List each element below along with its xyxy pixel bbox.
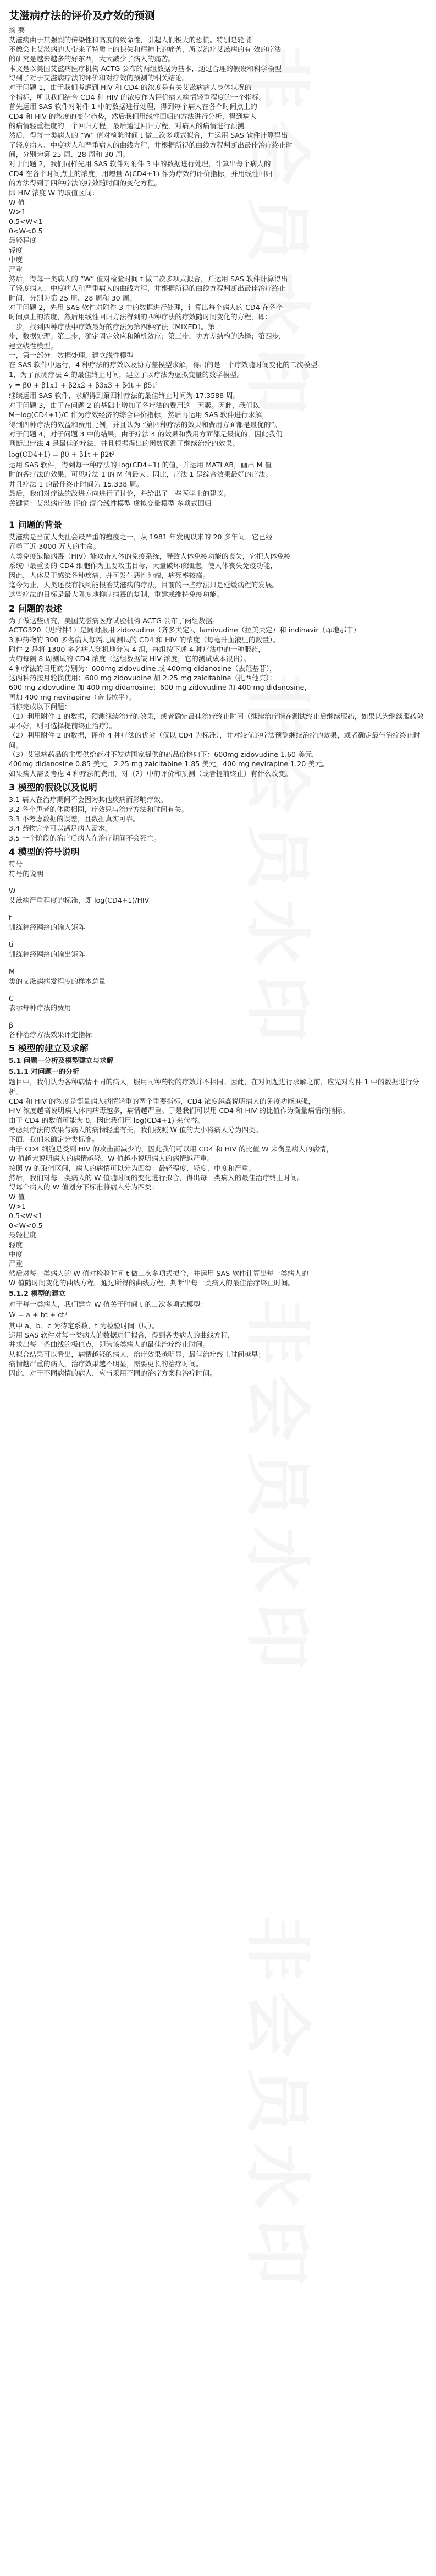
paragraph: 600 mg zidovudine 加 400 mg didanosine；600 mg zidovudine 加 400 mg didanosine，	[9, 683, 311, 692]
paragraph: 然后对每一类病人的 W 值对检验时间 t 做二次多项式拟合，并运用 SAS 软件计算出每一类病人的	[9, 1269, 308, 1278]
stage-item: 在 SAS 软件中运行，4 种疗法的疗效以及协方差模型求解，得出的是一个疗效随时间变化的二次模型。	[9, 361, 324, 369]
section-heading: 2 问题的表述	[9, 603, 62, 614]
abstract-heading: 摘 要	[9, 26, 25, 35]
paragraph: 下面，我们来确定分类标准。	[9, 1135, 99, 1144]
assumption-item: 3.1 病人在治疗期间不会因为其他疾病而影响疗效。	[9, 795, 168, 804]
paragraph: 按照 W 的取值区间，病人的病情可以分为四类：最轻程度、轻度、中度和严重。	[9, 1164, 256, 1172]
paragraph: 病情越严重的病人，治疗效果越不明显，需要更长的治疗时间。	[9, 1360, 203, 1368]
paragraph: 迄今为止，人类还没有找到能根治艾滋病的疗法，目前的一些疗法只是延缓病程的发展。	[9, 580, 279, 589]
paragraph: 并且疗法 1 的最佳终止时间为 15.338 周。	[9, 479, 144, 488]
paragraph: 因此，人体易于感染各种疾病，并可发生恶性肿瘤，病死率较高。	[9, 571, 210, 580]
paragraph: 艾滋病是当前人类社会最严重的瘟疫之一，从 1981 年发现以来的 20 多年间，它已经	[9, 533, 273, 542]
paragraph: 由于 CD4 细胞是受到 HIV 的攻击而减少的，因此我们可以用 CD4 和 HIV 的比值 W 来衡量病人的病情，	[9, 1144, 333, 1153]
assumption-item: 3.2 各个患者的体质相同，疗效只与治疗方法和时间有关。	[9, 805, 189, 814]
paragraph: 个指标，所以我们结合 CD4 和 HIV 的浓度作为评价病人病情轻重程度的一个指标。	[9, 92, 266, 101]
grade-item: W>1	[9, 1202, 26, 1211]
grade-item: 轻度	[9, 1240, 23, 1249]
grade-item: 0.5<W<1	[9, 217, 43, 226]
paragraph: 这些疗法的目标是最大限度地抑制病毒的复制，重建或维持免疫功能。	[9, 590, 224, 599]
paragraph: 运用 SAS 软件对每一类病人的数据进行拟合，得到各类病人的曲线方程，	[9, 1330, 235, 1339]
grade-item: 最轻程度	[9, 236, 37, 245]
paragraph: 因此，对于不同病情的病人，应当采用不同的治疗方案和治疗时间。	[9, 1369, 217, 1378]
paragraph: 的研究是越来越多的好东西，大大减少了病人的痛苦。	[9, 54, 175, 63]
paragraph: 的方法得到了四种疗法的疗效随时间的变化方程。	[9, 179, 162, 188]
paragraph: 建立线性模型。	[9, 341, 58, 350]
symbol-row: C	[9, 994, 14, 1002]
watermark: 非会员水印	[239, 672, 315, 1051]
paragraph: 对于问题 4，对于问题 3 中的结果，由于疗法 4 的效果和费用方面都是最优的，因此我们	[9, 429, 283, 438]
paragraph: 由于 CD4 的数值可能为 0，因此我们用 log(CD4+1) 来代替。	[9, 1116, 205, 1125]
paragraph: 得到四种疗法的效益和费用比例，并且认为 “第四种疗法的效果和费用方面都是最优的”。	[9, 420, 282, 429]
keywords: 关键词：艾滋病疗法 评价 混合线性模型 虚拟变量模型 多项式回归	[9, 499, 212, 507]
section-heading: 1 问题的背景	[9, 519, 62, 530]
paragraph: （2）利用附件 2 的数据，评价 4 种疗法的优劣（仅以 CD4 为标准），并对较优的疗法预测继续治疗的效果，或者确定最佳治疗终止时间。	[9, 731, 421, 749]
spacer	[9, 878, 427, 886]
paragraph: 判断出疗法 4 是最佳的疗法，并且根据得出的函数预测了继续治疗的效果。	[9, 439, 240, 448]
paragraph: CD4 和 HIV 的浓度是衡量病人病情轻重的两个重要指标，CD4 浓度越高说明病人的免疫功能越强，	[9, 1096, 315, 1105]
grade-item: 最轻程度	[9, 1231, 37, 1240]
document-title: 艾滋病疗法的评价及疗效的预测	[9, 10, 156, 22]
spacer	[9, 905, 427, 913]
formula-1: y = β0 + β1x1 + β2x2 + β3x3 + β4t + β5t²	[9, 381, 158, 390]
paragraph: 一步，找到四种疗法中疗效最好的疗法为第四种疗法（MIXED）。第一	[9, 322, 222, 331]
paragraph: 然后，得每一类病人的 “W” 值对检验时间 t 做二次多项式拟合，并运用 SAS 软件计算得出	[9, 131, 288, 140]
subsection-heading: 5.1 问题一分析及模型建立与求解	[9, 1056, 114, 1065]
spacer	[9, 986, 427, 994]
section-heading: 5 模型的建立及求解	[9, 1043, 89, 1054]
paragraph: 间，分别为第 25 周、28 周和 30 周。	[9, 150, 130, 159]
abstract-block-4	[9, 460, 427, 508]
paragraph: 步，数据处理；第二步，确定固定效应和随机效应；第三步，协方差结构的选择；第四步，	[9, 332, 286, 341]
symbol-row: 表示每种疗法的费用	[9, 1003, 71, 1012]
watermark: 非会员水印	[239, 1915, 315, 2295]
paragraph: 时的各疗法的效果，可见疗法 1 的 M 值最大。因此，疗法 1 是综合效果最好的疗法。	[9, 470, 273, 479]
paragraph: 然后，我们对每一类病人的 W 值随时间的变化进行拟合，得出每一类病人的最佳治疗终止时间。	[9, 1173, 304, 1182]
paragraph: 对于每一类病人，我们建立 W 值关于时间 t 的二次多项式模型：	[9, 1300, 207, 1308]
assumption-item: 3.5 一个阶段的治疗后病人在治疗期间不会死亡。	[9, 833, 161, 842]
symbol-row: 类的艾滋病病发程度的样本总量	[9, 976, 106, 985]
paragraph: 这两种药按月轮换使用；600 mg zidovudine 加 2.25 mg zalcitabine（扎西他宾）；	[9, 674, 277, 682]
paragraph: 其中 a、b、c 为待定系数，t 为检验时间（周）。	[9, 1321, 159, 1330]
paragraph: 附件 2 是将 1300 多名病人随机地分为 4 组，每组按下述 4 种疗法中的一种服药，	[9, 645, 265, 653]
paragraph: 对于问题 2，我们同样先用 SAS 软件对附件 3 中的数据进行处理，计算出每个病人的	[9, 160, 271, 168]
symbol-row: t	[9, 913, 12, 922]
grade-item: 中度	[9, 1249, 23, 1258]
paragraph: 首先运用 SAS 软件对附件 1 中的数据进行处理，得到每个病人在各个时间点上的	[9, 102, 257, 111]
paragraph: 然后，得每一类病人的 “W” 值对检验时间 t 做二次多项式拟合，并运用 SAS 软件计算得出	[9, 274, 288, 283]
section-assumptions	[9, 782, 427, 843]
paragraph: CD4 在各个时间点上的浓度，用增量 ∆(CD4+1) 作为疗效的评价指标，并用线性回归	[9, 169, 273, 178]
symbol-row: W	[9, 886, 16, 895]
section-heading: 3 模型的假设以及说明	[9, 782, 97, 793]
paragraph: 为了做这些研究，美国艾滋病医疗试验机构 ACTG 公布了两组数据。	[9, 616, 219, 625]
paragraph: 并求出每一条曲线的极值点，即为该类病人的最佳治疗终止时间。	[9, 1340, 210, 1349]
paragraph: M=log(CD4+1)/C 作为疗效经济的综合评价指标，然后再运用 SAS 软件进行求解，	[9, 411, 269, 419]
paragraph: 对于问题 2，先用 SAS 软件对附件 3 中的数据进行处理，计算出每个病人的 CD4 在各个	[9, 303, 283, 312]
paragraph: 人类免疫缺陷病毒（HIV）能攻击人体的免疫系统，导致人体免疫功能的丧失，它把人体免疫	[9, 552, 291, 560]
spacer	[9, 932, 427, 940]
abstract-block-2	[9, 274, 427, 351]
section-model	[9, 1043, 427, 1182]
paragraph: 了轻度病人、中度病人和严重病人的曲线方程，并根据所得的曲线方程判断出最佳治疗终止	[9, 284, 286, 293]
paragraph: 的病情轻重程度的一个回归方程，最后通过回归方程，对病人的病情进行预测。	[9, 121, 251, 130]
paragraph: 对于问题 3，由于在问题 2 的基础上增加了各疗法的费用这一因素。因此，我们以	[9, 401, 260, 410]
grade-intro: 得每个病人的 W 值划分下标准将病人分为四类：	[9, 1183, 159, 1192]
symbol-row: 各种治疗方法效果评定指标	[9, 1030, 92, 1039]
grade-list-2	[9, 1182, 427, 1268]
stage-item: 一，第一部分：数据处理，建立线性模型	[9, 351, 134, 359]
grade-item: 严重	[9, 265, 23, 274]
paragraph: 不像会上艾滋病的人带来了特质上的惊失和精神上的痛苦，所以治疗艾滋病的有 效的疗法	[9, 45, 282, 53]
paragraph: HIV 浓度越高说明病人体内病毒越多，病情越严重。于是我们可以用 CD4 和 HIV 的比值作为衡量病情的指标。	[9, 1106, 350, 1115]
stage-list	[9, 351, 427, 379]
paragraph: 吞噬了近 3000 万人的生命。	[9, 542, 100, 551]
symbol-row: 训练神经网络的输出矩阵	[9, 949, 85, 958]
symbol-row: 艾滋病严重程度的标准，即 log(CD4+1)/HIV	[9, 896, 150, 905]
symbol-row: 符号	[9, 860, 23, 869]
watermark: 非会员水印	[239, 1299, 315, 1679]
section-heading: 4 模型的符号说明	[9, 847, 80, 858]
paragraph: 从拟合结果可以看出，病情越轻的病人，治疗效果越明显，最佳治疗终止时间越早；	[9, 1350, 265, 1358]
spacer	[9, 959, 427, 967]
paragraph: 请你完成以下问题：	[9, 702, 71, 711]
symbol-row: M	[9, 967, 15, 976]
subsection-heading: 5.1.2 模型的建立	[9, 1289, 66, 1298]
paragraph: 时间点上的浓度，然后用线性回归方法得到的四种疗法的疗效随时间变化的方程，即：	[9, 313, 272, 321]
formula-3: W = a + bt + ct²	[9, 1311, 68, 1319]
paragraph: 对于问题 1，由于我们考虑到 HIV 和 CD4 的浓度是有关艾滋病病人身体状况的	[9, 83, 252, 92]
paragraph: CD4 和 HIV 的浓度的变化趋势，然后我们用线性回归的方法进行分析，得到病人	[9, 112, 257, 121]
grade-item: 中度	[9, 255, 23, 264]
abstract-block-3	[9, 391, 427, 448]
paragraph: 大约每隔 8 周测试的 CD4 浓度（这组数据缺 HIV 浓度，它的测试成本很贵）。	[9, 654, 251, 663]
spacer	[9, 508, 427, 516]
paragraph: 系统中最重要的 CD4 细胞作为主要攻击目标，大量破坏该细胞，使人体丧失免疫功能，	[9, 561, 277, 570]
paragraph: 400mg didanosine 0.85 美元，2.25 mg zalcitabine 1.85 美元，400 mg nevirapine 1.20 美元。	[9, 760, 329, 768]
grade-item: W>1	[9, 208, 26, 216]
watermark: 非会员水印	[239, 44, 315, 424]
stage-item: 1，为了预测疗法 4 的最佳终止时间，建立了以疗法为虚拟变量的数学模型。	[9, 370, 244, 379]
grade-item: W 值	[9, 1192, 25, 1201]
spacer	[9, 1013, 427, 1020]
paragraph: 时间，分别为第 25 周、28 周和 30 周。	[9, 293, 136, 302]
paragraph: 本文是以美国艾滋病医疗机构 ACTG 公布的两组数据为基本，通过合理的假设和科学模型	[9, 64, 282, 73]
grade-item: 0<W<0.5	[9, 1221, 43, 1230]
grade-item: 轻度	[9, 245, 23, 254]
grade-item: 0<W<0.5	[9, 227, 43, 236]
symbol-row: ti	[9, 940, 14, 949]
assumption-item: 3.4 药物完全可以满足病人需求。	[9, 824, 112, 833]
paragraph: 考虑到疗法的效果与病人的病情轻重有关，我们按照 W 值的大小将病人分为四类。	[9, 1126, 263, 1134]
grade-item: 严重	[9, 1259, 23, 1268]
paragraph: 最后，我们对疗法的改进方向进行了讨论，并给出了一些医学上的建议。	[9, 489, 230, 498]
grade-intro: 即 HIV 浓度 W 的取值区间：	[9, 188, 99, 197]
grade-item: 0.5<W<1	[9, 1211, 43, 1220]
paragraph: 运用 SAS 软件，得到每一种疗法的 log(CD4+1) 的值，并运用 MATLAB，画出 M 值	[9, 461, 272, 470]
paragraph: 4 种疗法的日用药分别为：600mg zidovudine 或 400mg didanosine（去羟基苷），	[9, 664, 277, 673]
paragraph: 艾滋病由于其强烈的传染性和高度的致命性，引起人们极大的恐慌。特别是轮 渐	[9, 35, 253, 44]
paragraph: 题目中，我们认为各种病情不同的病人，服用同种药物的疗效并不相同。因此，在对问题进行求解之前，应先对附件 1 中的数据进行分析。	[9, 1078, 420, 1096]
grade-item: W 值	[9, 198, 25, 206]
paragraph: （1）利用附件 1 的数据，预测继续治疗的效果，或者确定最佳治疗终止时间（继续治疗指在测试终止后继续服药，如果认为继续服药效果不好，则可选择提前终止治疗）。	[9, 712, 424, 730]
symbol-row: 符号的说明	[9, 869, 43, 878]
paragraph: 如果病人需要考虑 4 种疗法的费用，对（2）中的评价和预测（或者提前终止）有什么改变。	[9, 769, 292, 778]
symbol-row: 训练神经网络的输入矩阵	[9, 923, 85, 932]
paragraph: 得到了对于艾滋病疗法的评价和对疗效的预测的相关结论。	[9, 74, 189, 83]
paragraph: （3）艾滋病药品的主要供给商对不发达国家提供的药品价格如下：600mg zidovudine 1.60 美元，	[9, 750, 319, 758]
subsection-heading: 5.1.1 对问题一的分析	[9, 1067, 80, 1076]
grade-list	[9, 188, 427, 274]
paragraph: W 值越大说明病人的病情越轻，W 值越小说明病人的病情越严重。	[9, 1154, 214, 1163]
paragraph: 3 种药物的 300 多名病人每隔几周测试的 CD4 和 HIV 的浓度（每毫升血液里的数量）。	[9, 635, 280, 644]
paragraph: 了轻度病人、中度病人和严重病人的曲线方程，并根据所得的曲线方程判断出最佳治疗终止时	[9, 140, 293, 149]
paragraph: 继续运用 SAS 软件，求解得到第四种疗法的最佳终止时间为 17.3588 周。	[9, 391, 240, 400]
section-symbols	[9, 846, 427, 1039]
paragraph: 再加 400 mg nevirapine（奈韦拉平）。	[9, 692, 136, 701]
assumption-item: 3.3 不考虑数据的误差，且数据真实可靠。	[9, 814, 140, 823]
paragraph: W 值随时间变化的曲线方程。通过所得的曲线方程，判断出每一类病人的最佳治疗终止时间。	[9, 1279, 295, 1287]
paragraph: ACTG320（见附件1）是同时服用 zidovudine（齐多夫定）、lamivudine（拉美夫定）和 indinavir（茚地那韦）	[9, 626, 361, 635]
section-problem-statement	[9, 603, 427, 778]
symbol-row: β	[9, 1020, 14, 1029]
closing-block	[9, 1269, 427, 1378]
formula-2: log(CD4+1) = β0 + β1t + β2t²	[9, 450, 115, 459]
section-background	[9, 519, 427, 599]
